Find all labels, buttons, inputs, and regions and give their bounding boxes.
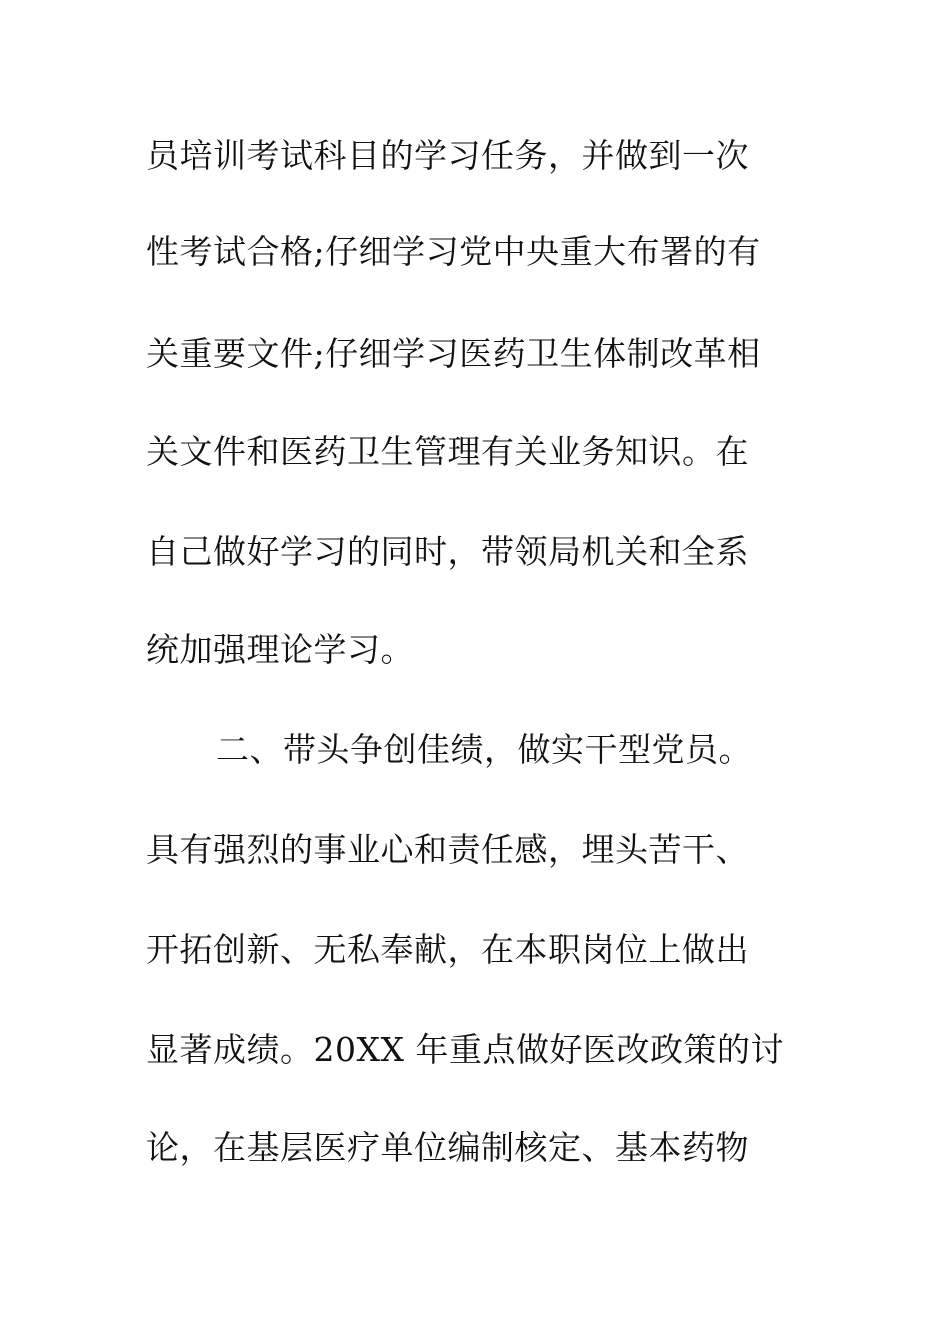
body-text-line: 性考试合格;仔细学习党中央重大布署的有 (146, 232, 761, 271)
body-text-line: 显著成绩。20XX 年重点做好医改政策的讨 (146, 1030, 784, 1069)
body-text-line: 统加强理论学习。 (146, 630, 414, 669)
body-text-line: 开拓创新、无私奉献，在本职岗位上做出 (146, 930, 749, 969)
body-text-line: 自己做好学习的同时，带领局机关和全系 (146, 532, 749, 571)
body-text-line: 员培训考试科目的学习任务，并做到一次 (146, 136, 749, 175)
body-text-line: 关重要文件;仔细学习医药卫生体制改革相 (146, 334, 761, 373)
section-heading: 二、带头争创佳绩，做实干型党员。 (216, 730, 752, 769)
body-text-line: 关文件和医药卫生管理有关业务知识。在 (146, 432, 749, 471)
body-text-line: 论，在基层医疗单位编制核定、基本药物 (146, 1128, 749, 1167)
body-text-line: 具有强烈的事业心和责任感，埋头苦干、 (146, 830, 749, 869)
